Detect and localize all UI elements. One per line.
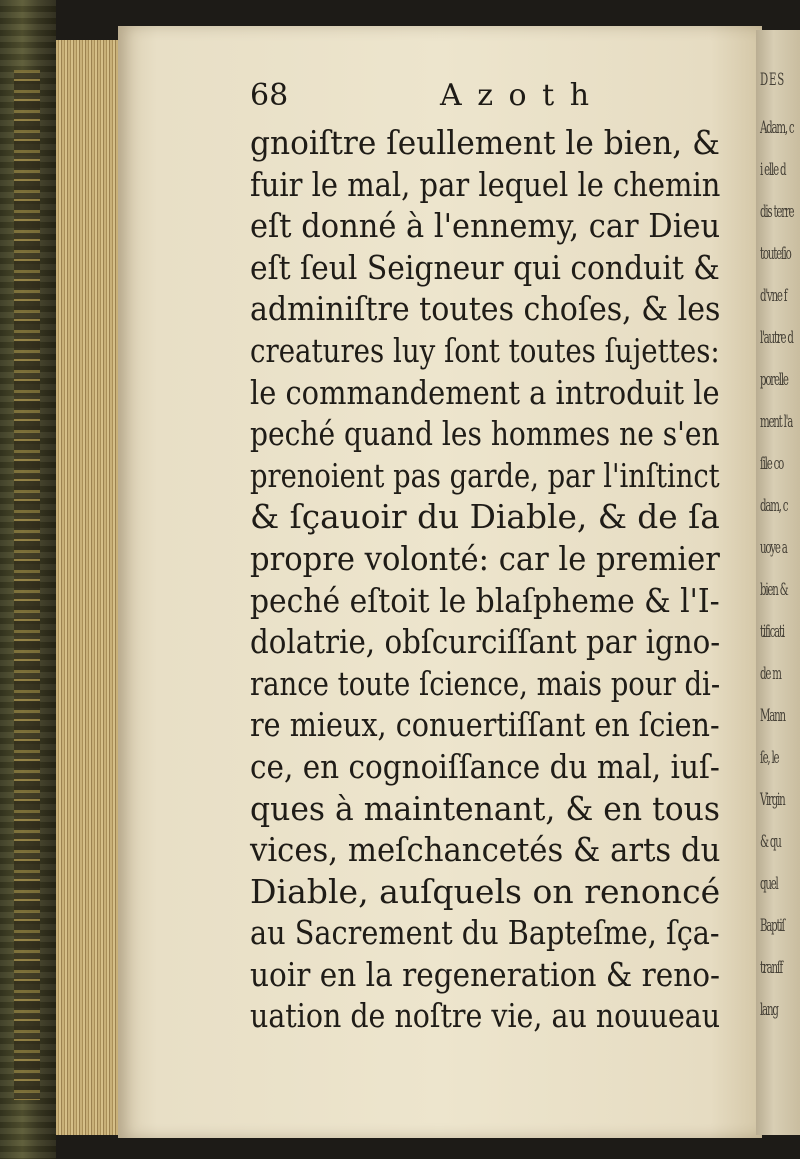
- text-line: au Sacrement du Bapteſme, ſça-: [250, 913, 720, 953]
- facing-line: Baptiſ: [760, 916, 785, 936]
- text-line: Diable, auſquels on renoncé: [250, 871, 721, 911]
- facing-line: Virgin: [760, 790, 785, 810]
- facing-line: i elle d: [760, 160, 786, 180]
- text-line: prenoient pas garde, par l'inſtinct: [250, 455, 720, 495]
- facing-line: bien &: [760, 580, 788, 600]
- facing-line: porelle: [760, 370, 788, 390]
- facing-line: d'vne f: [760, 286, 787, 306]
- facing-line: touteſio: [760, 244, 791, 264]
- text-line: & ſçauoir du Diable, & de ſa: [250, 497, 720, 537]
- facing-line: ment l'a: [760, 412, 793, 432]
- running-title: A z o t h: [440, 78, 593, 113]
- facing-line: lang: [760, 1000, 778, 1020]
- facing-line: tificati: [760, 622, 784, 642]
- facing-line: dis terre: [760, 202, 794, 222]
- facing-line: uoye a: [760, 538, 787, 558]
- facing-line: dam, c: [760, 496, 788, 516]
- facing-line: tranſf: [760, 958, 782, 978]
- text-line: peché quand les hommes ne s'en: [250, 414, 720, 454]
- book-spine: [0, 0, 56, 1159]
- text-line: adminiſtre toutes choſes, & les: [250, 289, 721, 329]
- text-line: eſt donné à l'ennemy, car Dieu: [250, 206, 721, 246]
- text-line: ques à maintenant, & en tous: [250, 788, 720, 828]
- facing-line: Mann: [760, 706, 785, 726]
- body-text: [250, 122, 720, 1037]
- facing-line: ſe, le: [760, 748, 779, 768]
- facing-line: l'autre d: [760, 328, 793, 348]
- facing-line: de m: [760, 664, 781, 684]
- text-line: eſt ſeul Seigneur qui conduit &: [250, 247, 720, 287]
- text-line: peché eſtoit le blaſpheme & l'I-: [250, 580, 720, 620]
- text-line: vices, meſchancetés & arts du: [250, 830, 721, 870]
- text-line: le commandement a introduit le: [250, 372, 720, 412]
- page-edges: [56, 40, 120, 1135]
- facing-page: [756, 30, 800, 1135]
- text-line: ce, en cognoiſſance du mal, iuſ-: [250, 746, 720, 786]
- text-line: rance toute ſcience, mais pour di-: [250, 663, 721, 703]
- page-header: [250, 78, 710, 118]
- facing-line: D E S: [760, 70, 784, 90]
- text-line: dolatrie, obſcurciſſant par igno-: [250, 622, 721, 662]
- facing-line: Adam, c: [760, 118, 794, 138]
- text-line: creatures luy ſont toutes ſujettes:: [250, 330, 720, 370]
- page-number: 68: [250, 78, 289, 113]
- text-line: fuir le mal, par lequel le chemin: [250, 164, 721, 204]
- spine-ornament: [14, 70, 40, 1100]
- text-line: gnoiſtre ſeullement le bien, &: [250, 123, 720, 162]
- text-line: uoir en la regeneration & reno-: [250, 954, 720, 994]
- text-line: propre volonté: car le premier: [250, 538, 720, 578]
- facing-line: quel: [760, 874, 778, 894]
- text-line: re mieux, conuertiſſant en ſcien-: [250, 705, 720, 745]
- facing-line: & qu: [760, 832, 781, 852]
- facing-line: ſile co: [760, 454, 784, 474]
- text-line: uation de noſtre vie, au nouueau: [250, 996, 721, 1036]
